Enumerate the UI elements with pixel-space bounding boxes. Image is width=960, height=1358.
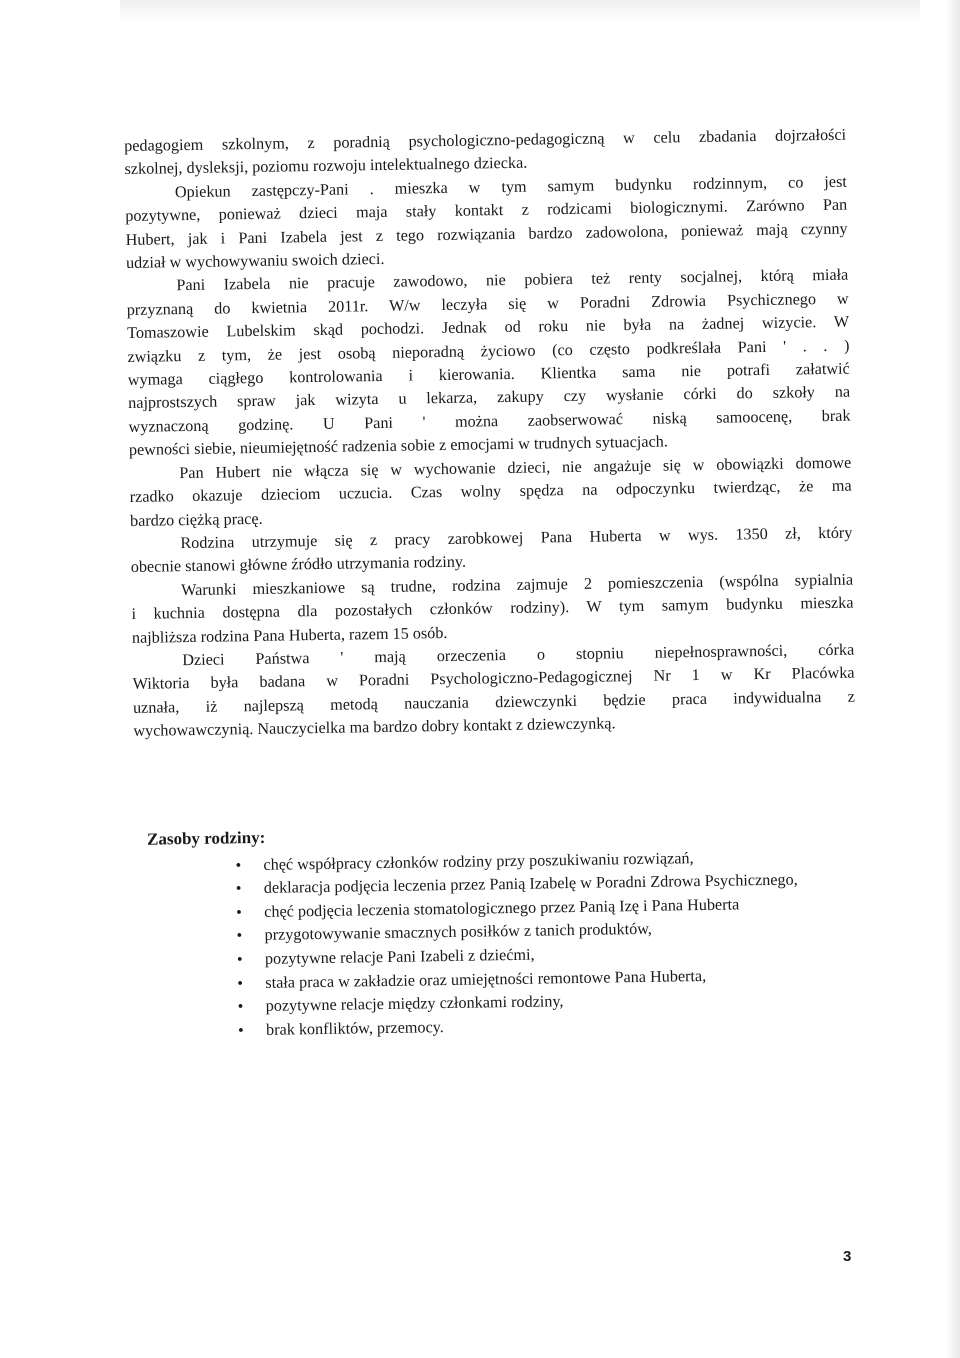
scan-shadow-top xyxy=(120,0,920,22)
list-item-text: chęć podjęcia leczenia stomatologicznego przez Panią Izę i Pana Huberta xyxy=(264,895,740,921)
list-item-text: deklaracja podjęcia leczenia przez Panią Izabelę w Poradni Zdrowa Psychicznego, xyxy=(263,870,798,898)
text-line: wyznaczoną godzinę. U Pani ' można zaobserwować niską samoocenę, brak xyxy=(128,406,851,436)
text-line: najbliższa rodzina Pana Huberta, razem 15 osób. xyxy=(131,623,448,647)
bullet-icon: • xyxy=(236,902,243,922)
text-line: Wiktoria była badana w Poradni Psychologiczno-Pedagogicznej Nr 1 w Kr Placówka xyxy=(132,663,855,694)
text-line: Rodzina utrzymuje się z pracy zarobkowej Pana Huberta w wys. 1350 zł, który xyxy=(180,523,853,553)
text-line: Tomaszowie Lubelskim skąd pochodzi. Jednak od roku nie była na żadnej wizycie. W xyxy=(126,312,850,343)
scan-shadow-right xyxy=(946,0,960,1358)
text-line: pozytywne, ponieważ dzieci maja stały kontakt z rodzicami biologicznymi. Zarówno Pan xyxy=(125,195,848,226)
list-item-text: przygotowywanie smacznych posiłków z tanich produktów, xyxy=(264,920,653,945)
list-item-text: chęć współpracy członków rodziny przy poszukiwaniu rozwiązań, xyxy=(263,848,694,874)
text-line: szkolnej, dysleksji, poziomu rozwoju intelektualnego dziecka. xyxy=(124,154,528,179)
section-title-family-resources: Zasoby rodziny: xyxy=(146,827,266,849)
text-line: wychowawczynią. Nauczycielka ma bardzo dobry kontakt z dziewczynką. xyxy=(133,714,616,741)
text-line: najprostszych spraw jak wizyta u lekarza, zakupy czy wysłanie córki do szkoły na xyxy=(128,383,851,413)
bullet-icon: • xyxy=(236,950,243,969)
text-line: i kuchnia dostępna dla pozostałych członków rodziny). W tym samym budynku mieszka xyxy=(131,593,854,624)
resources-list xyxy=(135,844,860,1044)
list-item-text: pozytywne relacje między członkami rodziny, xyxy=(265,992,564,1016)
text-line: pewności siebie, nieumiejętność radzenia sobie z emocjami w trudnych sytuacjach. xyxy=(128,432,668,460)
bullet-icon: • xyxy=(237,1020,244,1040)
text-line: pedagogiem szkolnym, z poradnią psychologiczno-pedagogiczną w celu zbadania dojrzałości xyxy=(124,125,847,155)
text-line: przyznaną do kwietnia 2011r. W/w leczyła się w Poradni Zdrowia Psychicznego w xyxy=(126,289,849,319)
bullet-icon: • xyxy=(235,879,242,898)
text-line: wymaga ciągłego kontrolowania i kierowania. Klientka sama nie potrafi załatwić xyxy=(127,359,850,390)
list-item-text: stała praca w zakładzie oraz umiejętności remontowe Pana Huberta, xyxy=(265,966,707,992)
text-line: Dzieci Państwa ' mają orzeczenia o stopniu niepełnosprawności, córka xyxy=(182,640,855,670)
text-line: związku z tym, że jest osobą nieporadną życiowo (co często podkreślała Pani ' . . ) xyxy=(127,336,850,366)
bullet-icon: • xyxy=(237,973,244,992)
text-line: uznała, iż najlepszą metodą nauczania dziewczynki będzie praca indywidualna z xyxy=(132,687,856,717)
text-line: Pan Hubert nie włącza się w wychowanie dzieci, nie angażuje się w obowiązki domowe xyxy=(179,453,852,482)
bullet-icon: • xyxy=(237,997,244,1016)
list-item-text: pozytywne relacje Pani Izabeli z dziećmi, xyxy=(264,945,535,968)
list-item-text: brak konfliktów, przemocy. xyxy=(265,1017,444,1039)
text-line: Hubert, jak i Pani Izabela jest z tego rozwiązania bardzo zadowolona, ponieważ mają czynny xyxy=(125,219,848,249)
page-number: 3 xyxy=(843,1248,852,1265)
text-line: Pani Izabela nie pracuje zawodowo, nie pobiera też renty socjalnej, którą miała xyxy=(176,266,849,295)
text-line: udział w wychowywaniu swoich dzieci. xyxy=(125,249,385,273)
document-body xyxy=(124,124,860,1045)
bullet-icon: • xyxy=(235,855,242,874)
text-line: Warunki mieszkaniowe są trudne, rodzina zajmuje 2 pomieszczenia (wspólna sypialnia xyxy=(181,570,854,599)
text-line: rzadko okazuje dzieciom uczucia. Czas wolny spędza na odpoczynku twierdząc, że ma xyxy=(129,476,852,507)
text-line: bardzo ciężką pracę. xyxy=(129,509,263,530)
text-line: Opiekun zastępczy-Pani . mieszka w tym samym budynku rodzinnym, co jest xyxy=(174,172,847,202)
bullet-icon: • xyxy=(236,926,243,945)
text-line: obecnie stanowi główne źródło utrzymania rodziny. xyxy=(130,552,467,577)
